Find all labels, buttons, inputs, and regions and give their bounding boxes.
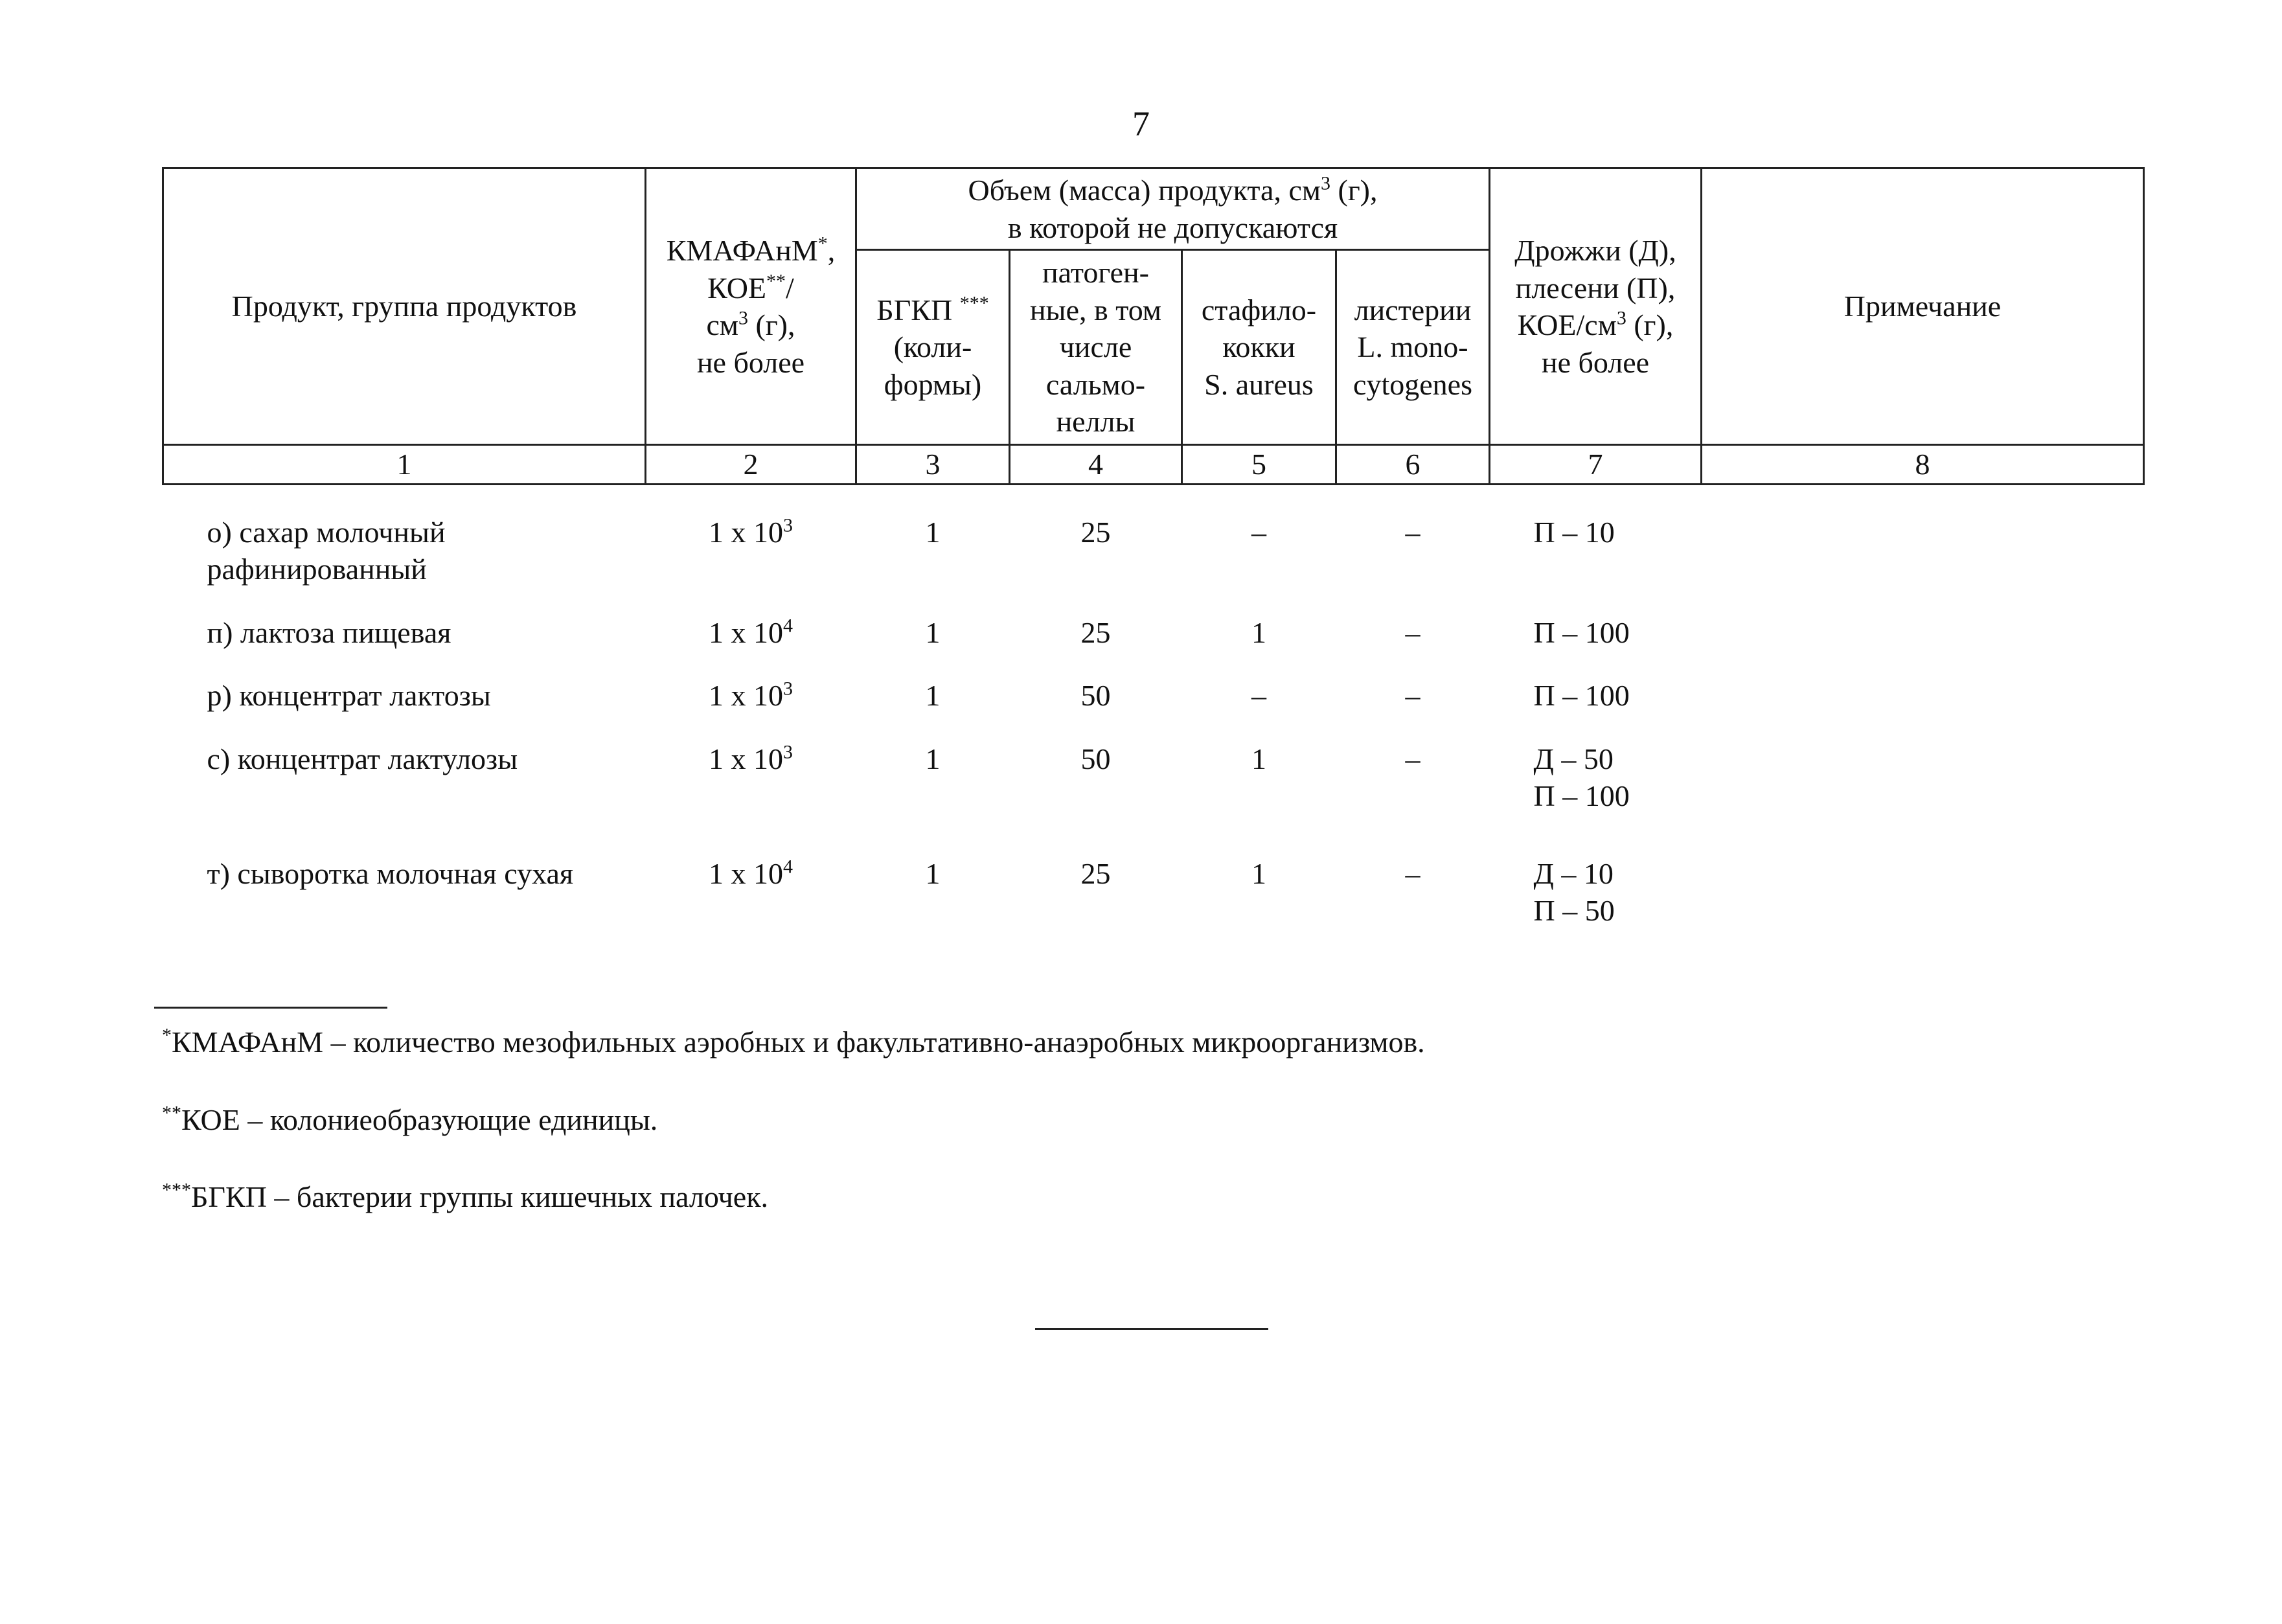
header-yeasts-molds: Дрожжи (Д), плесени (П), КОЕ/$см^3$ (г), не более — [1490, 168, 1702, 445]
footnote-kmafanm: *КМАФАнМ – количество мезофильных аэробных и факультативно-анаэробных микроорганизмов. — [162, 1024, 1425, 1058]
header-staphylococci: стафило- кокки S. aureus — [1182, 250, 1336, 445]
column-number: 6 — [1336, 445, 1490, 485]
product-name: с) концентрат лактулозы — [207, 742, 518, 775]
page-number: 7 — [1132, 104, 1150, 143]
kmafanm-value: 1 x $10^4$ — [709, 856, 793, 890]
listeria-value: – — [1405, 679, 1421, 712]
header-pathogens: патоген- ные, в том числе сальмо- неллы — [1010, 250, 1182, 445]
kmafanm-value: 1 x $10^4$ — [709, 615, 793, 649]
column-number: 2 — [646, 445, 856, 485]
kmafanm-value: 1 x $10^3$ — [709, 678, 793, 712]
bgkp-value: 1 — [925, 515, 941, 549]
column-number: 5 — [1182, 445, 1336, 485]
pathogens-value: 50 — [1080, 742, 1111, 775]
column-number: 3 — [856, 445, 1010, 485]
bgkp-value: 1 — [925, 615, 941, 649]
listeria-value: – — [1405, 515, 1421, 549]
column-number: 8 — [1702, 445, 2144, 485]
column-number: 4 — [1010, 445, 1182, 485]
pathogens-value: 25 — [1080, 515, 1111, 549]
pathogens-value: 50 — [1080, 679, 1111, 712]
footnotes — [162, 1024, 1425, 1256]
header-volume: Объем (масса) продукта, $см^3$ (г), в которой не допускаются — [856, 168, 1490, 250]
note-value — [1702, 588, 2144, 652]
footnote-bgkp: ***БГКП – бактерии группы кишечных палочек. — [162, 1179, 769, 1213]
kmafanm-value: 1 x $10^3$ — [709, 741, 793, 775]
product-name: р) концентрат лактозы — [207, 679, 491, 712]
product-name: о) сахар молочный рафинированный — [207, 515, 446, 586]
header-note: Примечание — [1702, 168, 2144, 445]
table-row — [163, 588, 2144, 652]
bgkp-value: 1 — [925, 679, 941, 712]
pathogens-value: 25 — [1080, 856, 1111, 890]
listeria-value: – — [1405, 856, 1421, 890]
yeast-mold-value: Д – 10 П – 50 — [1533, 856, 1615, 927]
yeast-mold-value: П – 100 — [1533, 679, 1630, 712]
listeria-value: – — [1405, 742, 1421, 775]
bgkp-value: 1 — [925, 856, 941, 890]
table-row — [163, 484, 2144, 588]
staph-value: 1 — [1251, 856, 1266, 890]
header-listeria: листерии L. mono- cytogenes — [1336, 250, 1490, 445]
column-number: 1 — [163, 445, 646, 485]
column-number: 7 — [1490, 445, 1702, 485]
staph-value: 1 — [1251, 742, 1266, 775]
header-product: Продукт, группа продуктов — [163, 168, 646, 445]
kmafanm-value: 1 x $10^3$ — [709, 514, 793, 549]
product-name: п) лактоза пищевая — [207, 615, 451, 649]
footnote-koe: **КОЕ – колониеобразующие единицы. — [162, 1102, 658, 1136]
bgkp-value: 1 — [925, 742, 941, 775]
product-name: т) сыворотка молочная сухая — [207, 856, 574, 890]
end-rule — [1035, 1328, 1268, 1330]
yeast-mold-value: П – 10 — [1533, 515, 1615, 549]
header-bgkp: БГКП *** (коли- формы) — [856, 250, 1010, 445]
yeast-mold-value: П – 100 — [1533, 615, 1630, 649]
note-value — [1702, 715, 2144, 815]
staph-value: – — [1251, 515, 1266, 549]
note-value — [1702, 484, 2144, 588]
note-value — [1702, 651, 2144, 715]
yeast-mold-value: Д – 50 П – 100 — [1533, 742, 1630, 812]
microbiology-table — [162, 167, 2145, 930]
pathogens-value: 25 — [1080, 615, 1111, 649]
table-row — [163, 715, 2144, 815]
header-kmafanm: КМАФАнМ*, КОЕ**/ $см^3$ (г), не более — [646, 168, 856, 445]
listeria-value: – — [1405, 615, 1421, 649]
staph-value: – — [1251, 679, 1266, 712]
table-row — [163, 815, 2144, 930]
note-value — [1702, 815, 2144, 930]
footnote-separator — [154, 1007, 387, 1009]
table-row — [163, 651, 2144, 715]
staph-value: 1 — [1251, 615, 1266, 649]
